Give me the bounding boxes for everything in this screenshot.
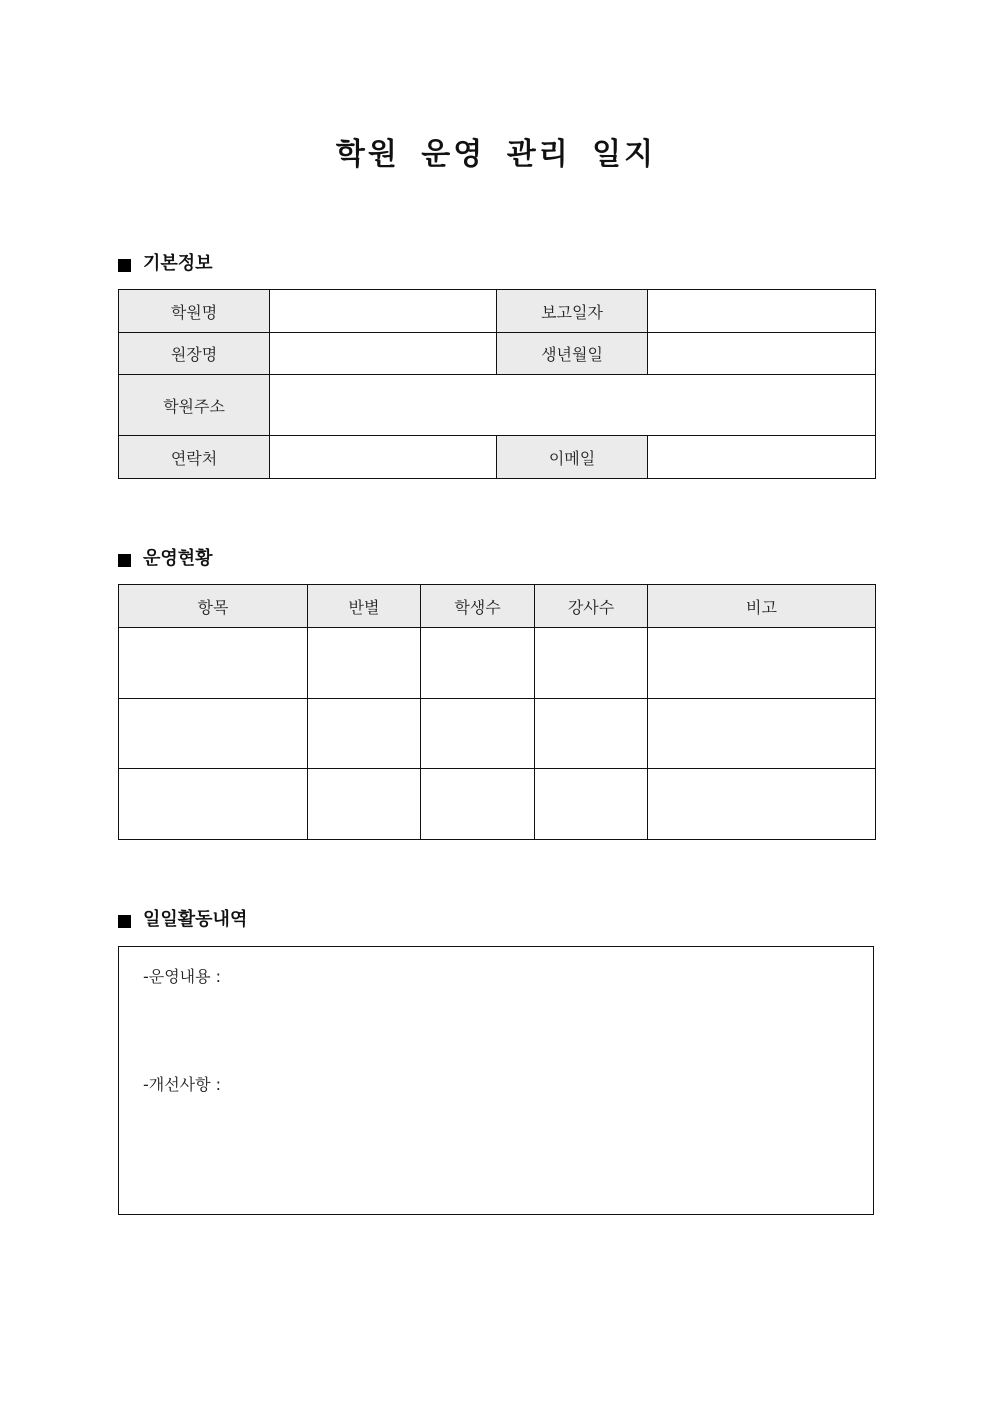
cell-item[interactable] xyxy=(119,769,308,840)
report-date-field[interactable] xyxy=(648,290,876,333)
cell-notes[interactable] xyxy=(648,628,876,699)
birth-date-field[interactable] xyxy=(648,333,876,375)
table-header-row xyxy=(119,585,876,628)
label-email: 이메일 xyxy=(497,436,648,479)
operations-table xyxy=(118,584,876,840)
label-contact: 연락처 xyxy=(119,436,270,479)
column-header-notes: 비고 xyxy=(648,585,876,628)
section-heading-basic-info xyxy=(118,252,213,276)
table-row xyxy=(119,375,876,436)
label-academy-address: 학원주소 xyxy=(119,375,270,436)
label-report-date: 보고일자 xyxy=(497,290,648,333)
label-birth-date: 생년월일 xyxy=(497,333,648,375)
contact-field[interactable] xyxy=(270,436,497,479)
cell-instructors[interactable] xyxy=(535,699,648,769)
cell-item[interactable] xyxy=(119,628,308,699)
label-director-name: 원장명 xyxy=(119,333,270,375)
section-heading-operations xyxy=(118,547,213,571)
column-header-instructors: 강사수 xyxy=(535,585,648,628)
label-academy-name: 학원명 xyxy=(119,290,270,333)
academy-name-field[interactable] xyxy=(270,290,497,333)
cell-class[interactable] xyxy=(308,699,421,769)
black-square-icon xyxy=(118,259,131,272)
cell-class[interactable] xyxy=(308,628,421,699)
improvement-items-label: -개선사항 : xyxy=(143,1075,222,1094)
email-field[interactable] xyxy=(648,436,876,479)
column-header-item: 항목 xyxy=(119,585,308,628)
section-title: 기본정보 xyxy=(143,253,213,274)
cell-instructors[interactable] xyxy=(535,769,648,840)
section-title: 운영현황 xyxy=(143,548,213,569)
section-heading-daily-activity xyxy=(118,908,247,932)
daily-activity-box[interactable] xyxy=(118,946,874,1215)
table-row xyxy=(119,699,876,769)
cell-instructors[interactable] xyxy=(535,628,648,699)
table-row xyxy=(119,436,876,479)
cell-notes[interactable] xyxy=(648,769,876,840)
table-row xyxy=(119,290,876,333)
operation-content-label: -운영내용 : xyxy=(143,967,222,986)
academy-address-field[interactable] xyxy=(270,375,876,436)
cell-students[interactable] xyxy=(421,699,535,769)
table-row xyxy=(119,769,876,840)
cell-notes[interactable] xyxy=(648,699,876,769)
black-square-icon xyxy=(118,554,131,567)
cell-students[interactable] xyxy=(421,628,535,699)
basic-info-table xyxy=(118,289,876,479)
document-title: 학원 운영 관리 일지 xyxy=(335,137,657,172)
column-header-class: 반별 xyxy=(308,585,421,628)
black-square-icon xyxy=(118,915,131,928)
director-name-field[interactable] xyxy=(270,333,497,375)
section-title: 일일활동내역 xyxy=(143,909,248,930)
cell-students[interactable] xyxy=(421,769,535,840)
cell-class[interactable] xyxy=(308,769,421,840)
column-header-students: 학생수 xyxy=(421,585,535,628)
table-row xyxy=(119,333,876,375)
table-row xyxy=(119,628,876,699)
cell-item[interactable] xyxy=(119,699,308,769)
